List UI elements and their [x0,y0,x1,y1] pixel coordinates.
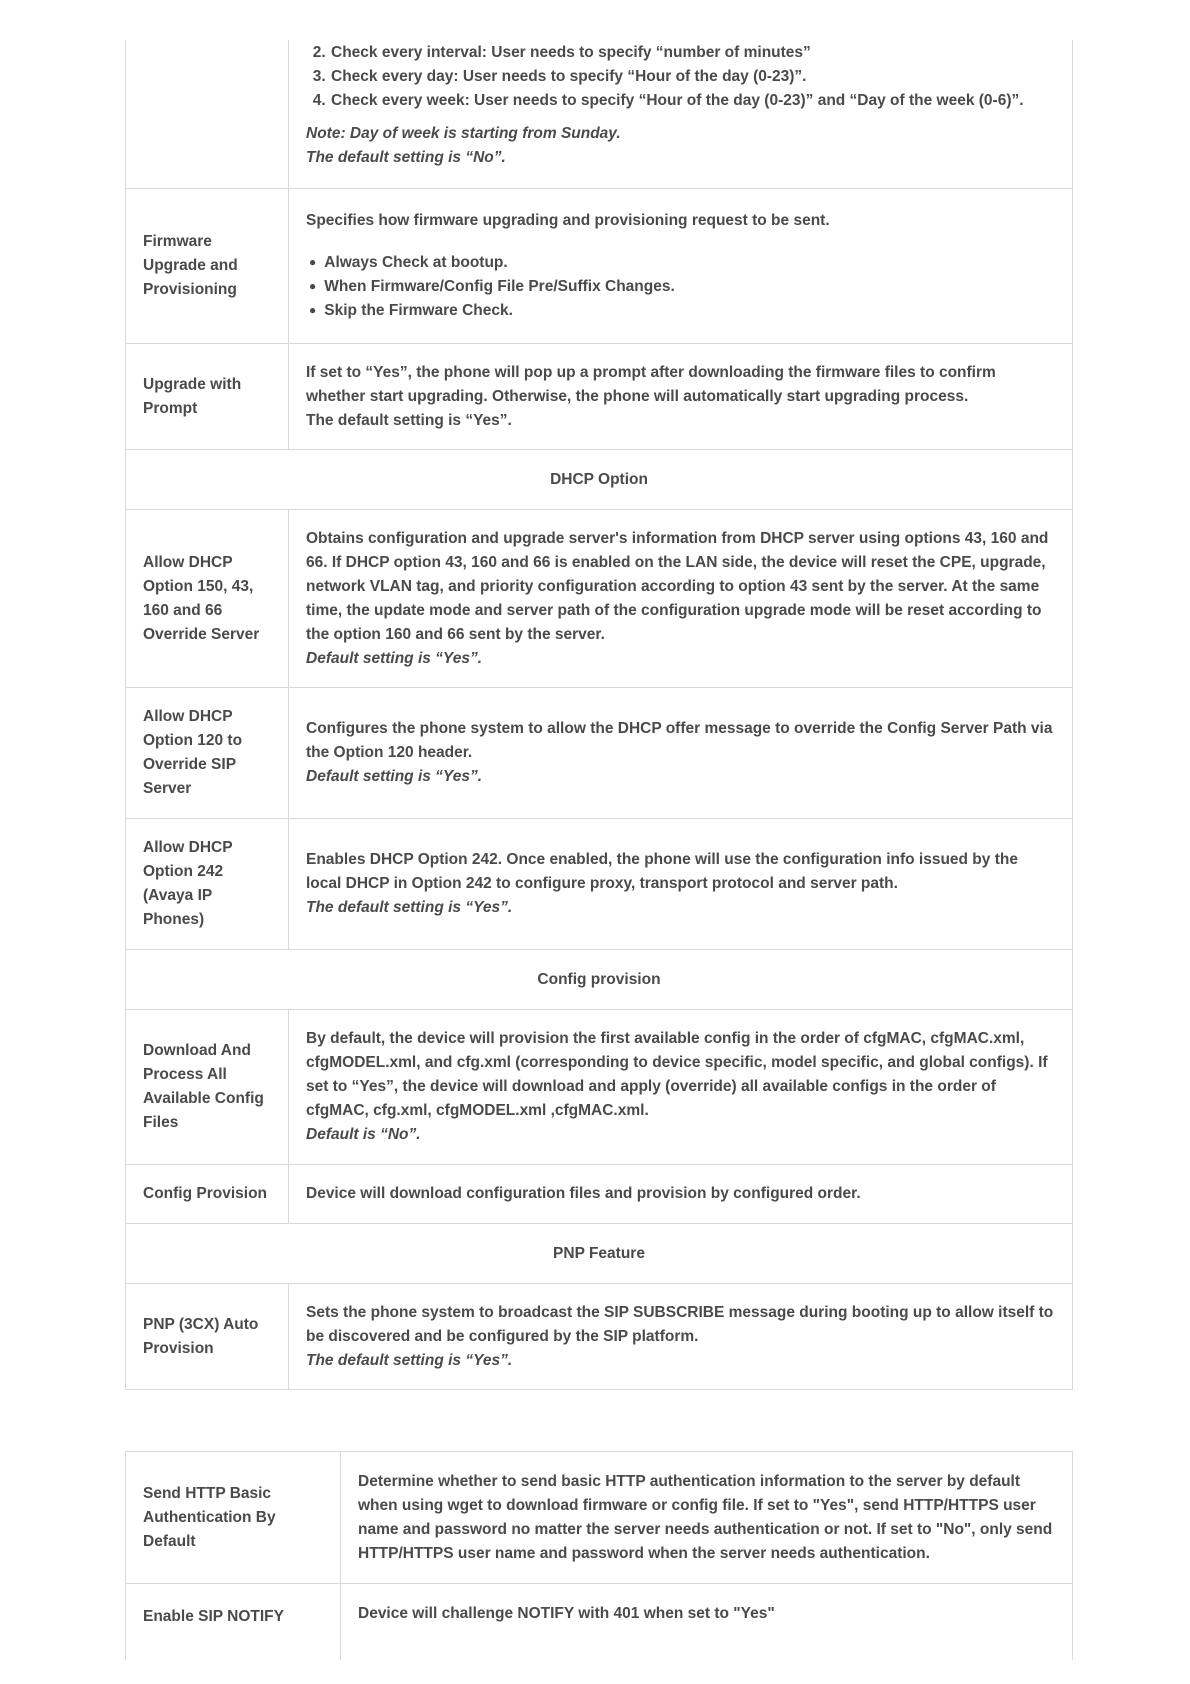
table-row [126,819,1072,950]
table-row [126,1010,1072,1165]
row-label-empty [126,40,289,188]
table-row [126,1451,1072,1584]
default-text: The default setting is “Yes”. [306,1351,513,1369]
table-row [126,510,1072,688]
row-description [289,819,1072,949]
row-label: Send HTTP Basic Authentication By Default [126,1452,341,1583]
row-label: Allow DHCP Option 242 (Avaya IP Phones) [126,819,289,949]
section-header-config: Config provision [126,950,1072,1010]
table-row [126,189,1072,344]
table-row [126,1284,1072,1390]
table-row [126,1165,1072,1224]
list-item: ● When Firmware/Config File Pre/Suffix Changes. [306,275,1055,299]
row-label: Allow DHCP Option 150, 43, 160 and 66 Override Server [126,510,289,687]
row-label: Allow DHCP Option 120 to Override SIP Server [126,688,289,818]
note-text: Note: Day of week is starting from Sunday. [306,125,621,142]
description-text: Specifies how firmware upgrading and provisioning request to be sent. [306,212,830,229]
option-list [306,251,1055,323]
description-text: Device will challenge NOTIFY with 401 when set to "Yes" [358,1605,775,1622]
row-description [289,40,1072,188]
check-interval-list [306,41,1055,113]
list-item: ● Skip the Firmware Check. [306,299,1055,323]
row-label: Upgrade with Prompt [126,344,289,449]
settings-table-2 [125,1451,1073,1660]
default-text: The default setting is “Yes”. [306,899,513,916]
row-label: Config Provision [126,1165,289,1223]
default-text: The default setting is “Yes”. [306,411,512,429]
row-description [289,1284,1072,1389]
description-text: Sets the phone system to broadcast the SIP SUBSCRIBE message during booting up to allow itself to be discovered and be configured by the SIP platform. [306,1303,1054,1345]
default-text: Default is “No”. [306,1126,421,1143]
row-description [289,189,1072,343]
description-text: Enables DHCP Option 242. Once enabled, the phone will use the configuration info issued by the local DHCP in Option 242 to configure proxy, transport protocol and server path. [306,851,1018,892]
table-row [126,344,1072,450]
default-text: The default setting is “No”. [306,149,506,166]
table-row [126,688,1072,819]
list-item: ● Always Check at bootup. [306,251,1055,275]
row-description [289,1165,1072,1223]
description-text: By default, the device will provision the first available config in the order of cfgMAC, cfgMAC.xml, cfgMODEL.xml, and cfg.xml (corresponding to device specific, model specific, and global configs). If set to “Yes”, the device will download and apply (override) all available configs in the order of cfgMAC, cfg.xml, cfgMODEL.xml ,cfgMAC.xml. [306,1030,1048,1119]
row-description [289,688,1072,818]
description-text: Configures the phone system to allow the DHCP offer message to override the Config Server Path via the Option 120 header. [306,720,1053,761]
settings-table [125,40,1073,1390]
table-row [126,1584,1072,1660]
row-label: Firmware Upgrade and Provisioning [126,189,289,343]
row-description [289,1010,1072,1164]
row-label: Enable SIP NOTIFY [126,1584,341,1660]
default-text: Default setting is “Yes”. [306,768,482,785]
row-description [289,510,1072,687]
description-text: Obtains configuration and upgrade server's information from DHCP server using options 43, 160 and 66. If DHCP option 43, 160 and 66 is enabled on the LAN side, the device will reset the CPE, upgrade, network VLAN tag, and priority configuration according to option 43 sent by the server. At the same time, the update mode and server path of the configuration upgrade mode will be reset according to the option 160 and 66 sent by the server. [306,529,1049,643]
row-description [341,1452,1072,1583]
description-text: Device will download configuration files and provision by configured order. [306,1185,861,1202]
table-row [126,40,1072,189]
section-header-pnp: PNP Feature [126,1224,1072,1284]
list-item: 4. Check every week: User needs to specify “Hour of the day (0-23)” and “Day of the week (0-6)”. [330,89,1055,113]
section-header-dhcp: DHCP Option [126,450,1072,510]
list-item: 3. Check every day: User needs to specify “Hour of the day (0-23)”. [330,65,1055,89]
default-text: Default setting is “Yes”. [306,649,482,667]
description-text: Determine whether to send basic HTTP authentication information to the server by default when using wget to download firmware or config file. If set to "Yes", send HTTP/HTTPS user name and password no matter the server needs authentication or not. If set to "No", only send HTTP/HTTPS user name and password when the server needs authentication. [358,1472,1053,1562]
row-label: PNP (3CX) Auto Provision [126,1284,289,1389]
row-description [341,1584,1072,1660]
row-label: Download And Process All Available Config Files [126,1010,289,1164]
row-description [289,344,1072,449]
list-item: 2. Check every interval: User needs to specify “number of minutes” [330,41,1055,65]
description-text: If set to “Yes”, the phone will pop up a prompt after downloading the firmware files to confirm whether start upgrading. Otherwise, the phone will automatically start upgrading process. [306,363,996,405]
